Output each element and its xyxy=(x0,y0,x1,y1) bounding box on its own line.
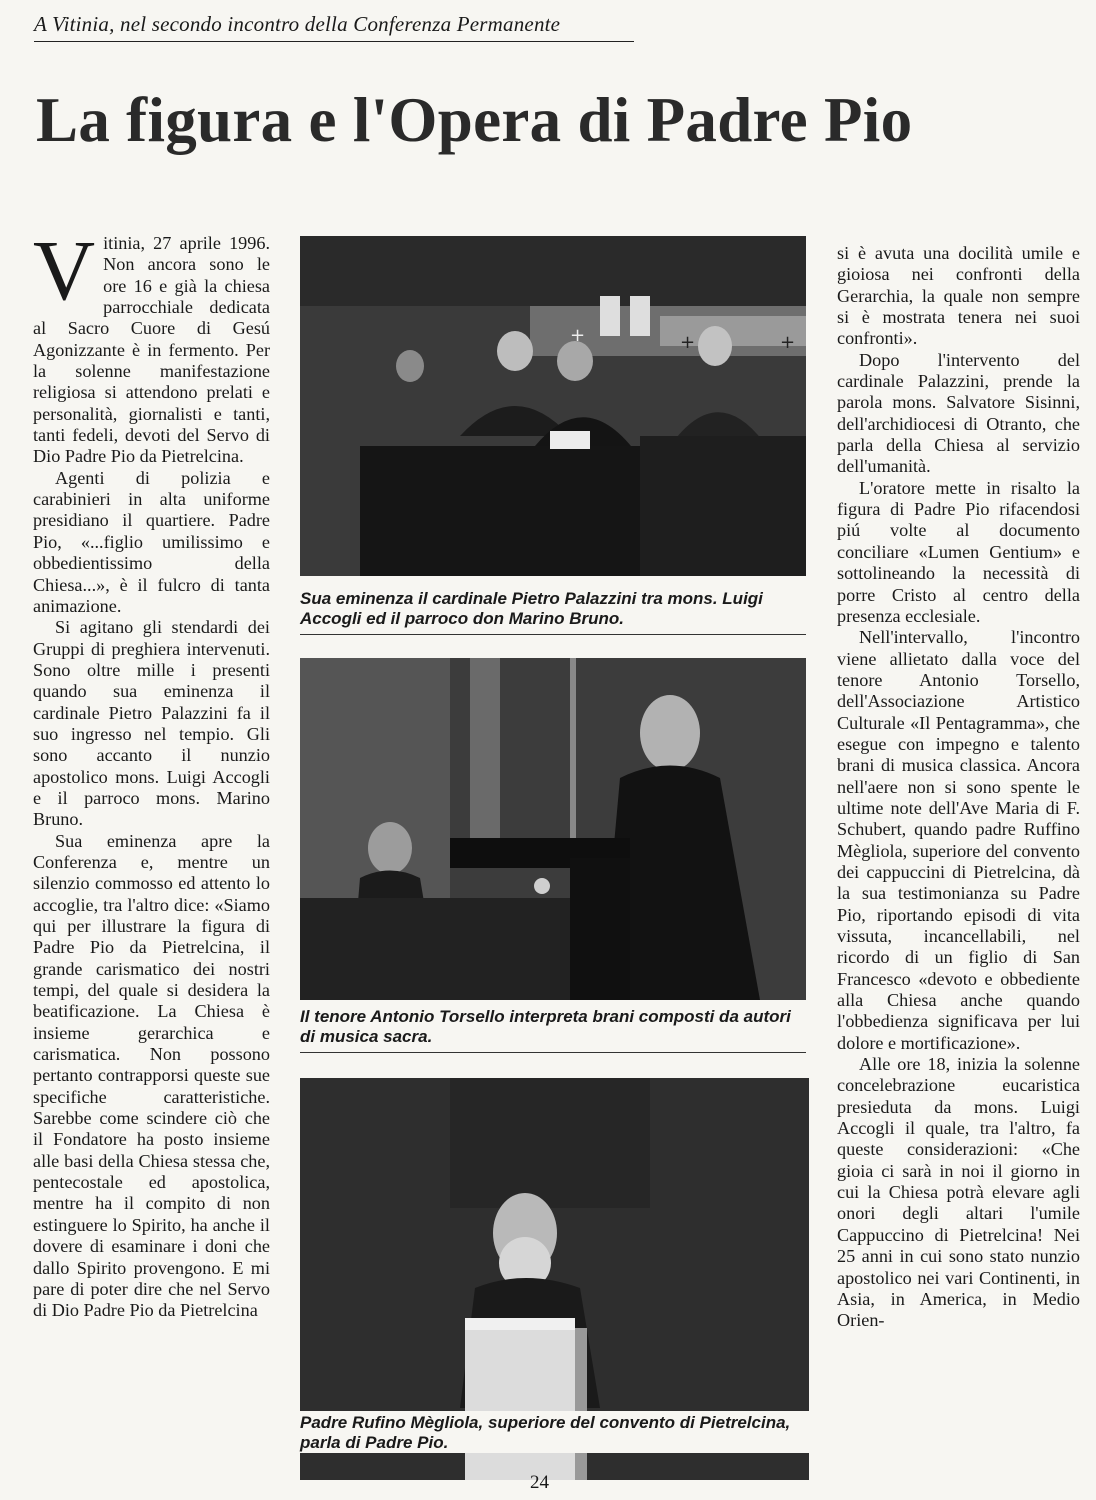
svg-text:+: + xyxy=(680,332,696,353)
left-paragraph-1-text: itinia, 27 aprile 1996. Non ancora sono le ore 16 e già la chiesa parrocchiale dedicata al Sacro Cuore di Gesú Agonizzante è in fermento. Per la solenne manifestazione religiosa si attendono prelati e personalità, giornalisti e tanti, tanti fedeli, devoti del Servo di Dio Padre Pio da Pietrelcina. xyxy=(33,233,270,467)
caption-photo-2: Il tenore Antonio Torsello interpreta brani composti da autori di musica sacra. xyxy=(300,1007,791,1046)
caption-photo-3: Padre Rufino Mègliola, superiore del convento di Pietrelcina, parla di Padre Pio. xyxy=(300,1411,820,1453)
article-kicker: A Vitinia, nel secondo incontro della Conferenza Permanente xyxy=(34,12,634,42)
caption-photo-1: Sua eminenza il cardinale Pietro Palazzini tra mons. Luigi Accogli ed il parroco don Marino Bruno. xyxy=(300,589,763,628)
svg-text:+: + xyxy=(570,325,586,346)
page-number: 24 xyxy=(530,1472,549,1493)
divider-rule xyxy=(300,1052,806,1053)
left-paragraph-4: Sua eminenza apre la Conferenza e, mentre un silenzio commosso ed attento lo accoglie, tra l'altro dice: «Siamo qui per illustrare la figura di Padre Pio da Pietrelcina, il grande carismatico dei nostri tempi, del quale si desidera la beatificazione. La Chiesa è insieme gerarchica e carismatica. Non possono pertanto contrapporsi queste sue specifiche caratteristiche. Sarebbe come scindere ciò che il Fondatore ha posto insieme alle basi della Chiesa stessa che, pentecostale ed apostolica, mentre ha il compito di non estinguere lo Spirito, ha anche il dovere di esaminare i doni che dallo Spirito provengono. E mi pare di poter dire che nel Servo di Dio Padre Pio da Pietrelcina xyxy=(33,830,270,1321)
right-paragraph-4: Nell'intervallo, l'incontro viene allietato dalla voce del tenore Antonio Torsello, dell'Associazione Artistico Culturale «Il Pentagramma», che esegue con impegno e talento brani di musica classica. Ancora nell'aere non si sono spente le ultime note dell'Ave Maria di F. Schubert, quando padre Ruffino Mègliola, superiore del convento dei cappuccini di Pietrelcina, dà la sua testimonianza su Padre Pio, riportando episodi di vita vissuta, incancellabili, nel ricordo di un figlio di San Francesco «devoto e obbediente alla Chiesa anche quando l'obbedienza significava per lui dolore e mortificazione». xyxy=(837,627,1080,1053)
left-paragraph-2: Agenti di polizia e carabinieri in alta uniforme presidiano il quartiere. Padre Pio, «...figlio umilissimo e obbedientissimo della Chiesa...», è il fulcro di tanta animazione. xyxy=(33,467,270,616)
left-text-column xyxy=(33,222,270,1322)
svg-text:+: + xyxy=(780,332,796,353)
right-paragraph-5: Alle ore 18, inizia la solenne concelebrazione eucaristica presieduta da mons. Luigi Accogli il quale, tra l'altro, fa queste considerazioni: «Che gioia ci sarà in noi il giorno in cui la Chiesa potrà elevare agli onori degli altari l'umile Cappuccino di Pietrelcina! Nei 25 anni in cui sono stato nunzio apostolico nei vari Continenti, in Asia, in America, in Medio Orien- xyxy=(837,1054,1080,1331)
drop-cap: V xyxy=(33,222,96,318)
photo-tenor-torsello xyxy=(300,658,806,1000)
right-text-column xyxy=(837,243,1080,1332)
right-paragraph-2: Dopo l'intervento del cardinale Palazzini, prende la parola mons. Salvatore Sisinni, dell'archidiocesi di Otranto, che parla della Chiesa al servizio dell'umanità. xyxy=(837,349,1080,477)
right-paragraph-3: L'oratore mette in risalto la figura di Padre Pio rifacendosi piú volte al documento conciliare «Lumen Gentium» e sottolineando la necessità di porre Cristo al centro della presenza ecclesiale. xyxy=(837,477,1080,626)
photo-cardinal-palazzini xyxy=(300,236,806,576)
left-paragraph-3: Si agitano gli stendardi dei Gruppi di preghiera intervenuti. Sono oltre mille i presenti quando sua eminenza il cardinale Pietro Palazzini fa il suo ingresso nel tempio. Gli sono accanto il nunzio apostolico mons. Luigi Accogli e il parroco mons. Marino Bruno. xyxy=(33,617,270,830)
article-headline: La figura e l'Opera di Padre Pio xyxy=(36,85,913,155)
left-paragraph-1 xyxy=(33,222,270,468)
divider-rule xyxy=(300,634,806,635)
right-paragraph-1: si è avuta una docilità umile e gioiosa nei confronti della Gerarchia, la quale non sempre si è mostrata tenera nei suoi confronti». xyxy=(837,243,1080,349)
